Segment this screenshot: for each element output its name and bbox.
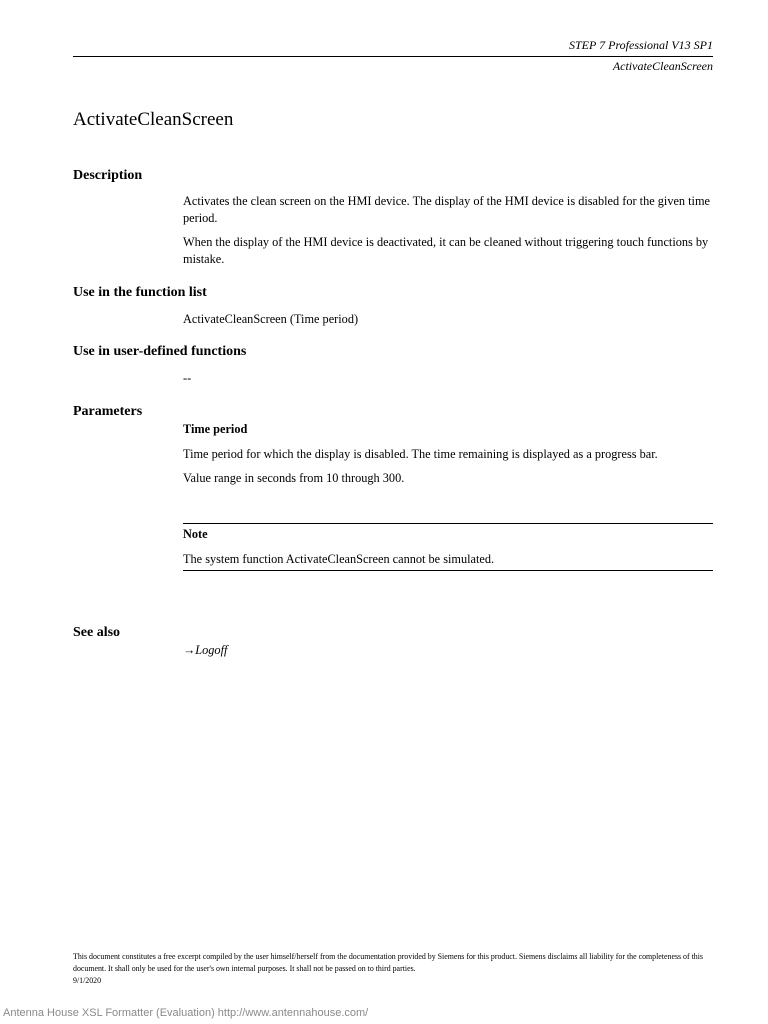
note-text: The system function ActivateCleanScreen cannot be simulated. [183, 552, 495, 566]
footer-disclaimer [73, 951, 718, 987]
see-also-link[interactable] [183, 643, 227, 658]
parameter-range: Value range in seconds from 10 through 300. [183, 471, 405, 485]
parameter-description: Time period for which the display is disabled. The time remaining is displayed as a progress bar. [183, 447, 658, 461]
description-paragraph-1: Activates the clean screen on the HMI device. The display of the HMI device is disabled for the given time period. [183, 194, 711, 225]
header-section-name: ActivateCleanScreen [612, 59, 713, 73]
description-heading: Description [73, 168, 143, 183]
user-defined-text: -- [183, 371, 192, 385]
footer-disclaimer-text: This document constitutes a free excerpt compiled by the user himself/herself from the documentation provided by Siemens for this product. Siemens disclaims all liability for the completeness of this document. It shall only be used for the user's own internal purposes. It shall not be passed on to third parties. [73, 952, 704, 973]
header-rule [73, 56, 713, 57]
user-defined-heading: Use in user-defined functions [73, 344, 247, 359]
note-top-rule [183, 523, 713, 524]
function-list-text: ActivateCleanScreen (Time period) [183, 312, 359, 326]
note-bottom-rule [183, 570, 713, 571]
arrow-right-icon: → [183, 643, 196, 657]
header-product-name: STEP 7 Professional V13 SP1 [569, 38, 713, 52]
footer-date: 9/1/2020 [73, 976, 102, 985]
description-paragraph-2: When the display of the HMI device is deactivated, it can be cleaned without triggering touch functions by mistake. [183, 235, 709, 266]
function-list-heading: Use in the function list [73, 285, 207, 300]
evaluation-watermark: Antenna House XSL Formatter (Evaluation) http://www.antennahouse.com/ [3, 1007, 369, 1019]
page-title: ActivateCleanScreen [73, 109, 234, 130]
parameter-name: Time period [183, 422, 248, 436]
see-also-heading: See also [73, 625, 121, 640]
note-heading: Note [183, 527, 208, 541]
parameters-heading: Parameters [73, 404, 143, 419]
see-also-link-text[interactable]: Logoff [195, 643, 228, 657]
